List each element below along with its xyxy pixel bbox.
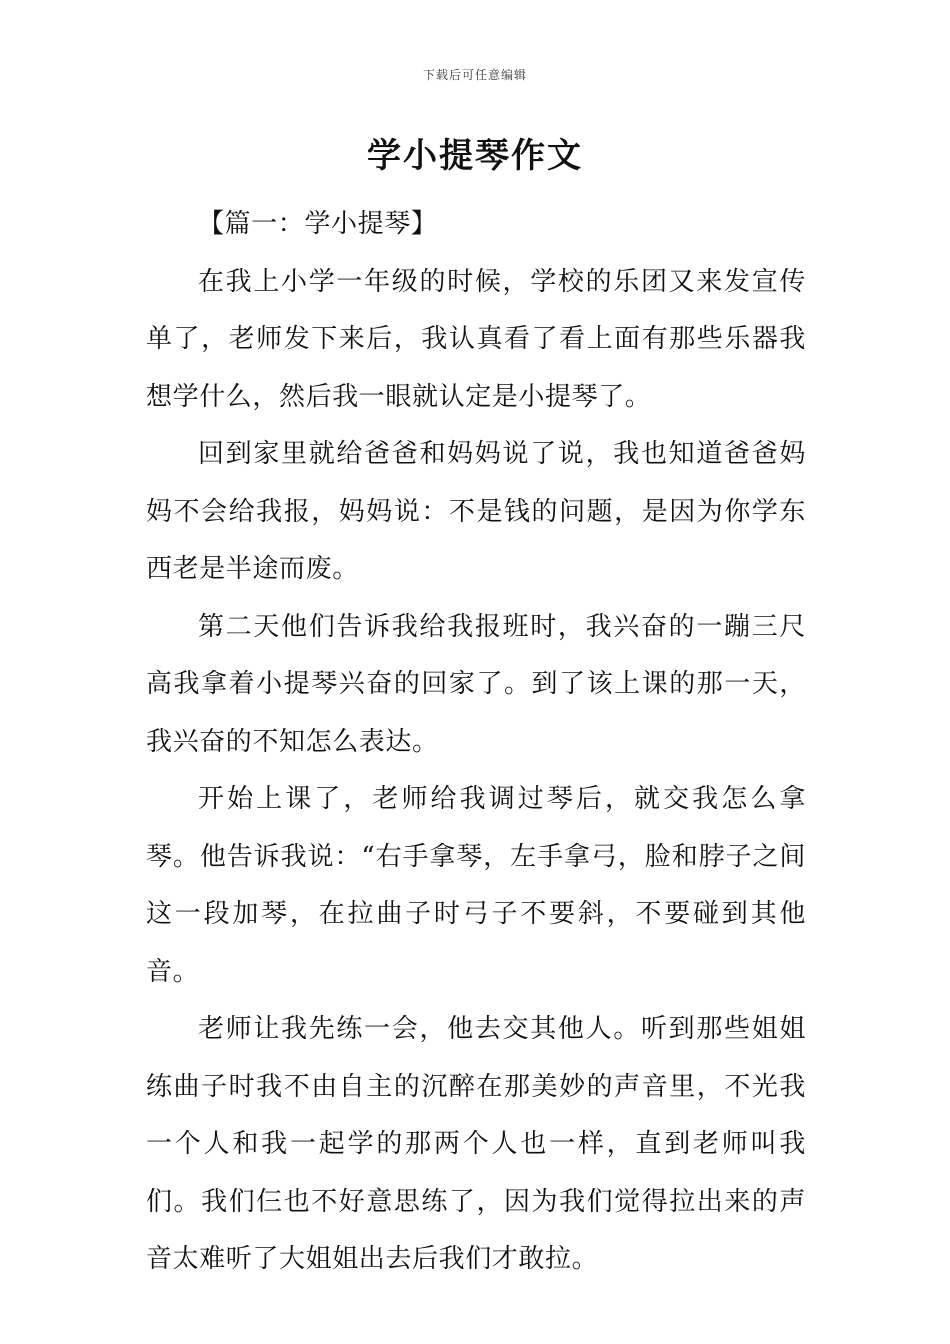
paragraph-4: 开始上课了，老师给我调过琴后，就交我怎么拿琴。他告诉我说：“右手拿琴，左手拿弓，脸和脖子之间这一段加琴，在拉曲子时弓子不要斜，不要碰到其他音。 — [146, 784, 806, 987]
paragraph-3: 第二天他们告诉我给我报班时，我兴奋的一蹦三尺高我拿着小提琴兴奋的回家了。到了该上课的那一天，我兴奋的不知怎么表达。 — [146, 611, 806, 757]
paragraph-5: 老师让我先练一会，他去交其他人。听到那些姐姐练曲子时我不由自主的沉醉在那美妙的声音里，不光我一个人和我一起学的那两个人也一样，直到老师叫我们。我们仨也不好意思练了，因为我们觉得拉出来的声音太难听了大姐姐出去后我们才敢拉。 — [146, 1014, 806, 1274]
paragraph-2: 回到家里就给爸爸和妈妈说了说，我也知道爸爸妈妈不会给我报，妈妈说：不是钱的问题，是因为你学东西老是半途而废。 — [146, 439, 806, 584]
document-title: 学小提琴作文 — [367, 136, 583, 176]
paragraph-1: 在我上小学一年级的时候，学校的乐团又来发宣传单了，老师发下来后，我认真看了看上面有那些乐器我想学什么，然后我一眼就认定是小提琴了。 — [146, 266, 806, 412]
section-heading: 【篇一：学小提琴】 — [198, 209, 438, 239]
header-note: 下载后可任意编辑 — [422, 68, 527, 82]
document-body — [146, 196, 806, 1289]
